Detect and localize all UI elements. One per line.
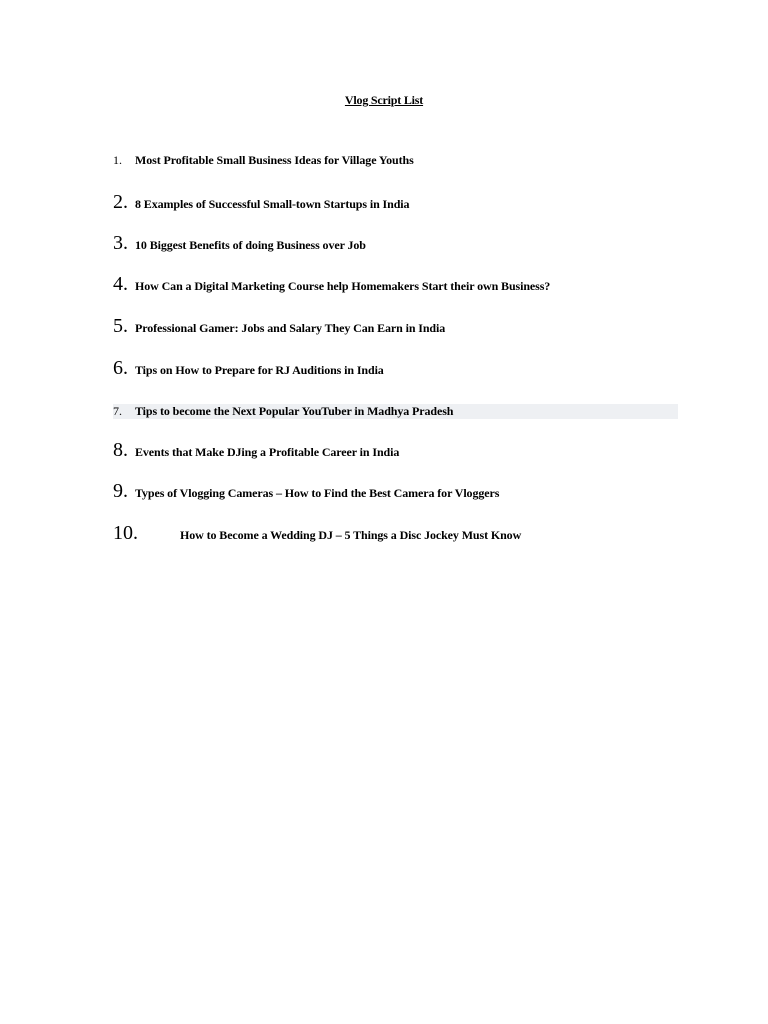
list-item [113, 153, 678, 173]
list-item-number: 9. [113, 480, 128, 502]
list-item [113, 480, 678, 500]
list-item [113, 522, 678, 542]
list-item-number: 7. [113, 404, 122, 418]
list-item-text: Tips to become the Next Popular YouTuber in Madhya Pradesh [135, 404, 454, 418]
list-item-number: 8. [113, 439, 128, 461]
list-item-number: 1. [113, 153, 122, 167]
list-item-number: 3. [113, 232, 128, 254]
list-item-text: Events that Make DJing a Profitable Career in India [135, 445, 400, 459]
list-item-text: How Can a Digital Marketing Course help Homemakers Start their own Business? [135, 279, 551, 293]
list-item-highlighted [113, 404, 678, 419]
list-item-number: 5. [113, 315, 128, 337]
list-item [113, 191, 678, 211]
list-item [113, 315, 678, 335]
document-title: Vlog Script List [344, 93, 424, 107]
list-item [113, 357, 678, 377]
list-item-text: How to Become a Wedding DJ – 5 Things a Disc Jockey Must Know [180, 528, 522, 542]
list-item-text: Professional Gamer: Jobs and Salary They Can Earn in India [135, 321, 446, 335]
list-item [113, 232, 678, 252]
list-item-number: 4. [113, 273, 128, 295]
list-item-number: 10. [113, 522, 138, 544]
list-item-text: 8 Examples of Successful Small-town Startups in India [135, 197, 410, 211]
list-item-text: 10 Biggest Benefits of doing Business over Job [135, 238, 366, 252]
list-item-text: Most Profitable Small Business Ideas for Village Youths [135, 153, 414, 167]
list-item-number: 6. [113, 357, 128, 379]
list-item-text: Tips on How to Prepare for RJ Auditions in India [135, 363, 384, 377]
list-item-number: 2. [113, 191, 128, 213]
list-item-text: Types of Vlogging Cameras – How to Find the Best Camera for Vloggers [135, 486, 500, 500]
list-item [113, 273, 678, 293]
list-item [113, 439, 678, 459]
